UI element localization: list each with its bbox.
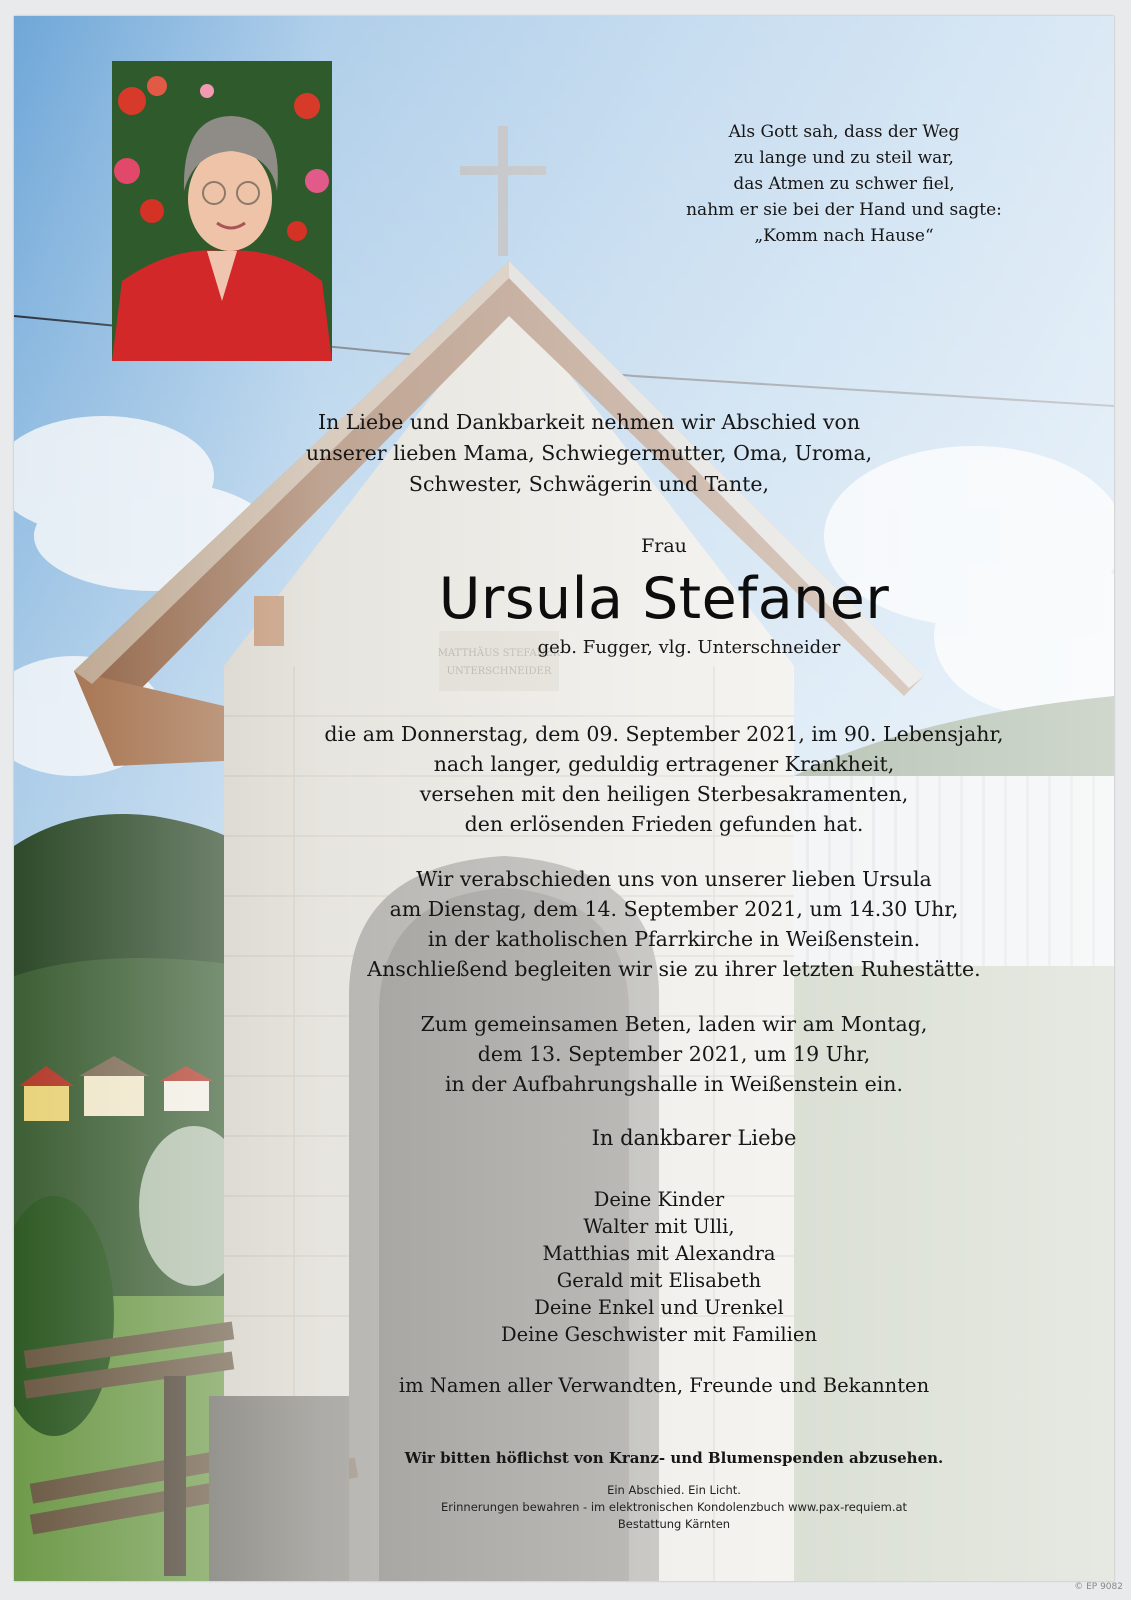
prayer-line: dem 13. September 2021, um 19 Uhr, [477,1042,871,1066]
footer-condolence: Erinnerungen bewahren - im elektronischen Kondolenzbuch www.pax-requiem.at [440,1500,908,1514]
poem-line: das Atmen zu schwer fiel, [733,174,955,194]
obituary-sheet [14,16,1114,1581]
closing-thanks: In dankbarer Liebe [591,1126,797,1150]
family-member: Matthias mit Alexandra [542,1242,776,1265]
footer-undertaker: Bestattung Kärnten [617,1517,731,1531]
death-line: nach langer, geduldig ertragener Krankheit, [433,752,895,776]
intro-line: unserer lieben Mama, Schwiegermutter, Oma, Uroma, [305,441,873,465]
family-list [434,1186,884,1348]
funeral-line: Anschließend begleiten wir sie zu ihrer letzten Ruhestätte. [367,957,981,981]
prayer-details [354,1009,994,1099]
poem-line: Als Gott sah, dass der Weg [728,122,960,142]
death-line: die am Donnerstag, dem 09. September 2021, im 90. Lebensjahr, [324,722,1004,746]
family-member: Deine Geschwister mit Familien [500,1323,818,1346]
funeral-details [314,864,1034,984]
death-line: versehen mit den heiligen Sterbesakramenten, [419,782,909,806]
prayer-line: Zum gemeinsamen Beten, laden wir am Montag, [420,1012,928,1036]
family-member: Walter mit Ulli, [583,1215,735,1238]
death-line: den erlösenden Frieden gefunden hat. [464,812,864,836]
family-member: Gerald mit Elisabeth [556,1269,762,1292]
death-notice [284,719,1044,839]
family-member: Deine Enkel und Urenkel [534,1296,784,1319]
funeral-line: Wir verabschieden uns von unserer lieben Ursula [416,867,932,891]
poem [614,119,1074,249]
poem-line: „Komm nach Hause“ [754,226,934,246]
birth-name: geb. Fugger, vlg. Unterschneider [537,637,841,658]
intro-line: In Liebe und Dankbarkeit nehmen wir Abschied von [317,410,861,434]
intro-text [294,407,884,500]
poem-line: zu lange und zu steil war, [734,148,954,168]
family-member: Deine Kinder [593,1188,725,1211]
on-behalf-line: im Namen aller Verwandten, Freunde und Bekannten [398,1374,930,1397]
deceased-name: Ursula Stefaner [438,566,890,632]
footer [374,1482,974,1533]
print-code: © EP 9082 [1074,1582,1123,1592]
funeral-line: in der katholischen Pfarrkirche in Weißenstein. [427,927,921,951]
face [188,147,272,251]
poem-line: nahm er sie bei der Hand und sagte: [686,200,1002,220]
intro-line: Schwester, Schwägerin und Tante, [408,472,770,496]
footer-tagline: Ein Abschied. Ein Licht. [607,1483,741,1497]
donation-request: Wir bitten höflichst von Kranz- und Blumenspenden abzusehen. [404,1449,944,1467]
portrait-photo [112,61,332,361]
prayer-line: in der Aufbahrungshalle in Weißenstein ein. [445,1072,903,1096]
funeral-line: am Dienstag, dem 14. September 2021, um 14.30 Uhr, [389,897,959,921]
salutation: Frau [641,535,687,557]
